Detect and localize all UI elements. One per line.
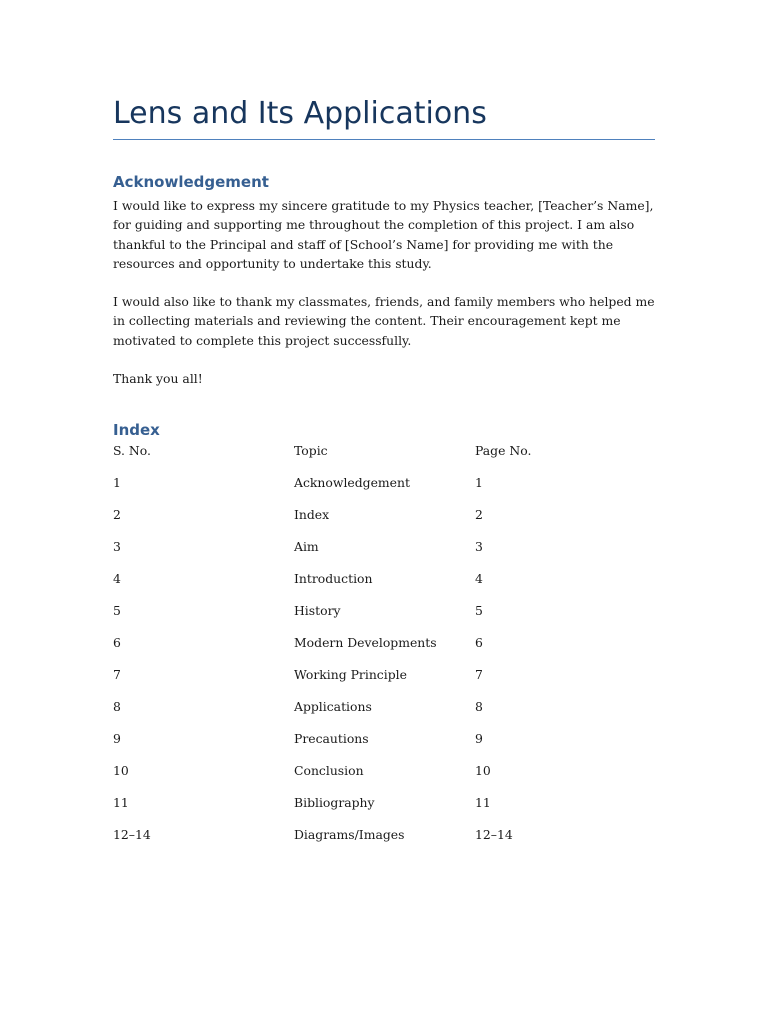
acknowledgement-paragraph-2: I would also like to thank my classmates, friends, and family members who helped me in collecting materials and reviewing the content. Their encouragement kept me motivated to complete this project successfully. xyxy=(113,294,655,348)
table-row xyxy=(113,667,655,699)
table-row xyxy=(113,603,655,635)
page-cell: 7 xyxy=(475,667,483,682)
acknowledgement-paragraph-1: I would like to express my sincere gratitude to my Physics teacher, [Teacher’s Name], for guiding and supporting me throughout the completion of this project. I am also thankful to the Principal and staff of [School’s Name] for providing me with the resources and opportunity to undertake this study. xyxy=(113,198,654,271)
sno-cell: 7 xyxy=(113,667,121,682)
table-row xyxy=(113,635,655,667)
sno-cell: 3 xyxy=(113,539,121,554)
sno-cell: 6 xyxy=(113,635,121,650)
index-heading: Index xyxy=(113,421,160,439)
topic-cell: Modern Developments xyxy=(294,635,437,650)
table-row xyxy=(113,507,655,539)
table-row xyxy=(113,763,655,795)
topic-cell: Working Principle xyxy=(294,667,407,682)
page-cell: 2 xyxy=(475,507,483,522)
topic-cell: Aim xyxy=(294,539,319,554)
sno-cell: 4 xyxy=(113,571,121,586)
topic-cell: Introduction xyxy=(294,571,373,586)
topic-cell: Diagrams/Images xyxy=(294,827,405,842)
table-row xyxy=(113,795,655,827)
table-row xyxy=(113,731,655,763)
table-row xyxy=(113,539,655,571)
page-cell: 10 xyxy=(475,763,491,778)
table-row xyxy=(113,699,655,731)
document-title: Lens and Its Applications xyxy=(113,96,487,131)
topic-cell: Conclusion xyxy=(294,763,364,778)
index-header-row xyxy=(113,443,655,475)
page-cell: 3 xyxy=(475,539,483,554)
page-cell: 12–14 xyxy=(475,827,513,842)
table-row xyxy=(113,475,655,507)
page-cell: 5 xyxy=(475,603,483,618)
index-table xyxy=(113,443,655,859)
page-cell: 11 xyxy=(475,795,491,810)
column-header-page: Page No. xyxy=(475,443,532,458)
sno-cell: 9 xyxy=(113,731,121,746)
sno-cell: 1 xyxy=(113,475,121,490)
acknowledgement-heading: Acknowledgement xyxy=(113,173,269,191)
topic-cell: Precautions xyxy=(294,731,369,746)
page-cell: 9 xyxy=(475,731,483,746)
acknowledgement-paragraph-3: Thank you all! xyxy=(113,371,203,386)
table-row xyxy=(113,571,655,603)
page-cell: 8 xyxy=(475,699,483,714)
page-cell: 1 xyxy=(475,475,483,490)
sno-cell: 11 xyxy=(113,795,129,810)
column-header-sno: S. No. xyxy=(113,443,151,458)
sno-cell: 12–14 xyxy=(113,827,151,842)
page-cell: 6 xyxy=(475,635,483,650)
sno-cell: 2 xyxy=(113,507,121,522)
column-header-topic: Topic xyxy=(294,443,328,458)
sno-cell: 5 xyxy=(113,603,121,618)
page-cell: 4 xyxy=(475,571,483,586)
table-row xyxy=(113,827,655,859)
topic-cell: Bibliography xyxy=(294,795,375,810)
topic-cell: Applications xyxy=(294,699,372,714)
topic-cell: History xyxy=(294,603,341,618)
sno-cell: 8 xyxy=(113,699,121,714)
title-underline xyxy=(113,139,655,140)
topic-cell: Acknowledgement xyxy=(294,475,410,490)
sno-cell: 10 xyxy=(113,763,129,778)
topic-cell: Index xyxy=(294,507,330,522)
